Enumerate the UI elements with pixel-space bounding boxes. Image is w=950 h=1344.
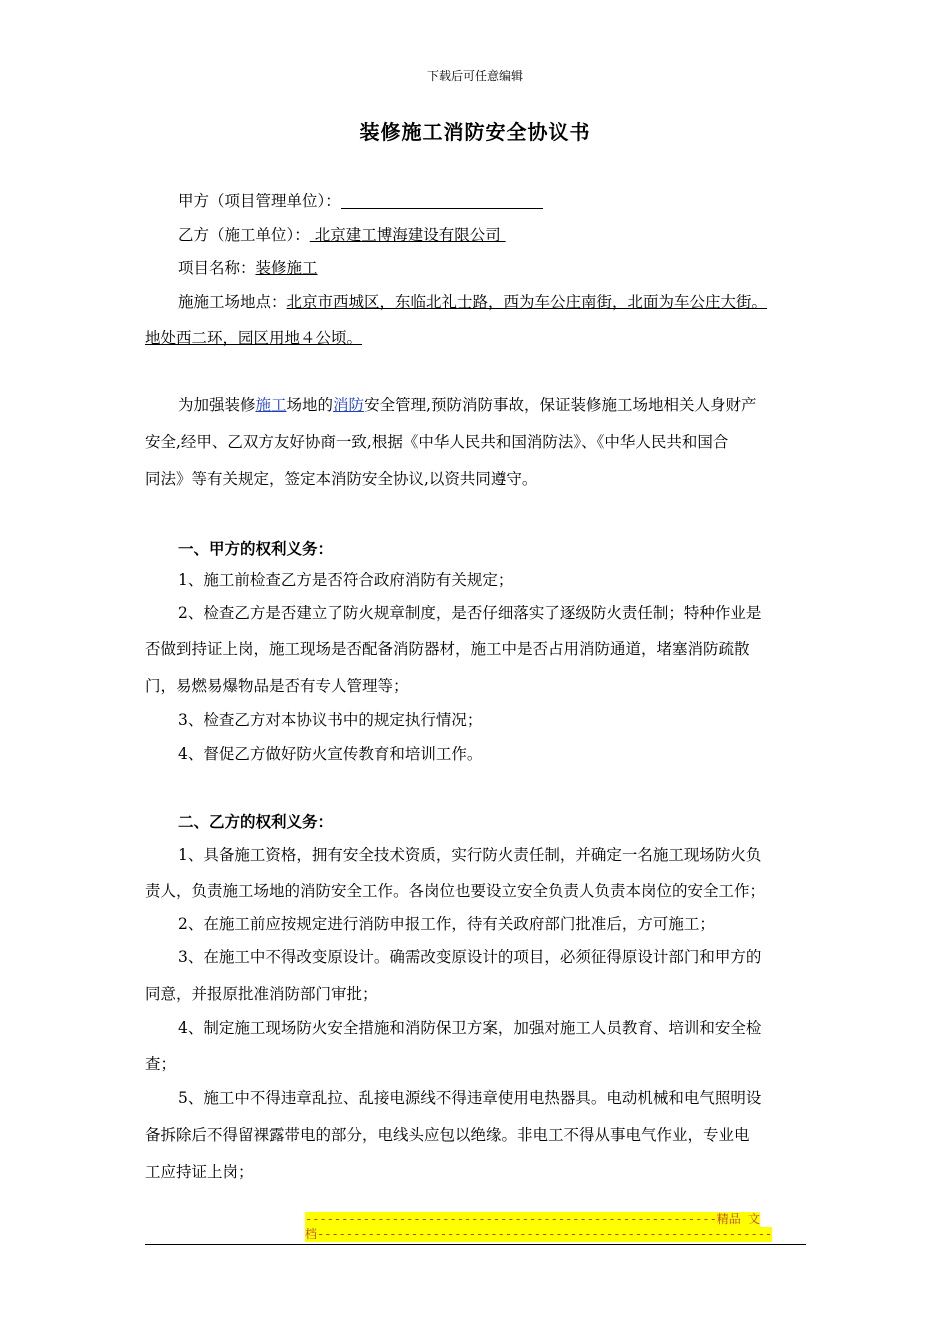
section-1-line: 2、检查乙方是否建立了防火规章制度，是否仔细落实了逐级防火责任制；特种作业是: [178, 604, 762, 622]
header-note: 下载后可任意编辑: [426, 69, 523, 83]
intro-text-1b: 场地的: [286, 396, 334, 414]
section-1-line: 1、施工前检查乙方是否符合政府消防有关规定；: [178, 571, 514, 589]
intro-text-1a: 为加强装修: [178, 396, 256, 414]
intro-text-1c: 安全管理,预防消防事故，保证装修施工场地相关人身财产: [364, 396, 757, 414]
section-2-line: 同意，并报原批准消防部门审批；: [145, 985, 378, 1003]
section-2-heading: 二、乙方的权利义务：: [178, 812, 334, 831]
section-2-line: 5、施工中不得违章乱拉、乱接电源线不得违章使用电热器具。电动机械和电气照明设: [178, 1089, 762, 1107]
party-a-line: [178, 191, 543, 211]
site-value-2: 地处西二环，园区用地４公顷。: [145, 329, 363, 347]
site-line: [178, 292, 767, 312]
section-1-heading: 一、甲方的权利义务：: [178, 539, 334, 558]
project-line: [178, 258, 318, 278]
section-2-line: 1、具备施工资格，拥有安全技术资质，实行防火责任制，并确定一名施工现场防火负: [178, 846, 762, 864]
footer-watermark-line-2: 档---------------------------------------------------------------: [305, 1227, 773, 1241]
section-1-line: 4、督促乙方做好防火宣传教育和培训工作。: [178, 745, 483, 763]
party-b-value: 北京建工博海建设有限公司: [309, 226, 506, 244]
section-2-line: 3、在施工中不得改变原设计。确需改变原设计的项目，必须征得原设计部门和甲方的: [178, 948, 762, 966]
intro-line-2: 安全,经甲、乙双方友好协商一致,根据《中华人民共和国消防法》、《中华人民共和国合: [145, 433, 729, 451]
intro-link-construction[interactable]: 施工: [255, 396, 287, 414]
party-a-label: 甲方（项目管理单位）：: [178, 192, 341, 210]
footer-watermark-line-1: ---------------------------------------------------------精品 文: [305, 1212, 761, 1226]
section-2-line: 2、在施工前应按规定进行消防申报工作，待有关政府部门批准后，方可施工；: [178, 915, 715, 933]
document-title: 装修施工消防安全协议书: [359, 120, 591, 144]
intro-link-fire[interactable]: 消防: [333, 396, 365, 414]
project-label: 项目名称：: [178, 259, 256, 277]
section-2-line: 工应持证上岗；: [145, 1163, 254, 1181]
site-label: 施施工场地点：: [178, 293, 287, 311]
section-2-line: 责人，负责施工场地的消防安全工作。各岗位也要设立安全负责人负责本岗位的安全工作；: [145, 882, 766, 900]
footer-rule: [145, 1244, 806, 1245]
section-2-line: 查；: [145, 1055, 177, 1073]
project-value: 装修施工: [255, 259, 318, 277]
site-value-1: 北京市西城区，东临北礼士路，西为车公庄南街，北面为车公庄大街。: [286, 293, 768, 311]
section-2-line: 4、制定施工现场防火安全措施和消防保卫方案，加强对施工人员教育、培训和安全检: [178, 1019, 762, 1037]
party-a-blank: [341, 192, 543, 209]
intro-line-1: [178, 395, 757, 415]
party-b-label: 乙方（施工单位）：: [178, 226, 310, 244]
party-b-line: [178, 225, 506, 245]
section-1-line: 否做到持证上岗，施工现场是否配备消防器材，施工中是否占用消防通道，堵塞消防疏散: [145, 640, 750, 658]
section-1-line: 3、检查乙方对本协议书中的规定执行情况；: [178, 711, 483, 729]
section-2-line: 备拆除后不得留裸露带电的部分，电线头应包以绝缘。非电工不得从事电气作业，专业电: [145, 1126, 750, 1144]
intro-line-3: 同法》等有关规定，签定本消防安全协议,以资共同遵守。: [145, 470, 538, 488]
section-1-line: 门，易燃易爆物品是否有专人管理等；: [145, 677, 409, 695]
